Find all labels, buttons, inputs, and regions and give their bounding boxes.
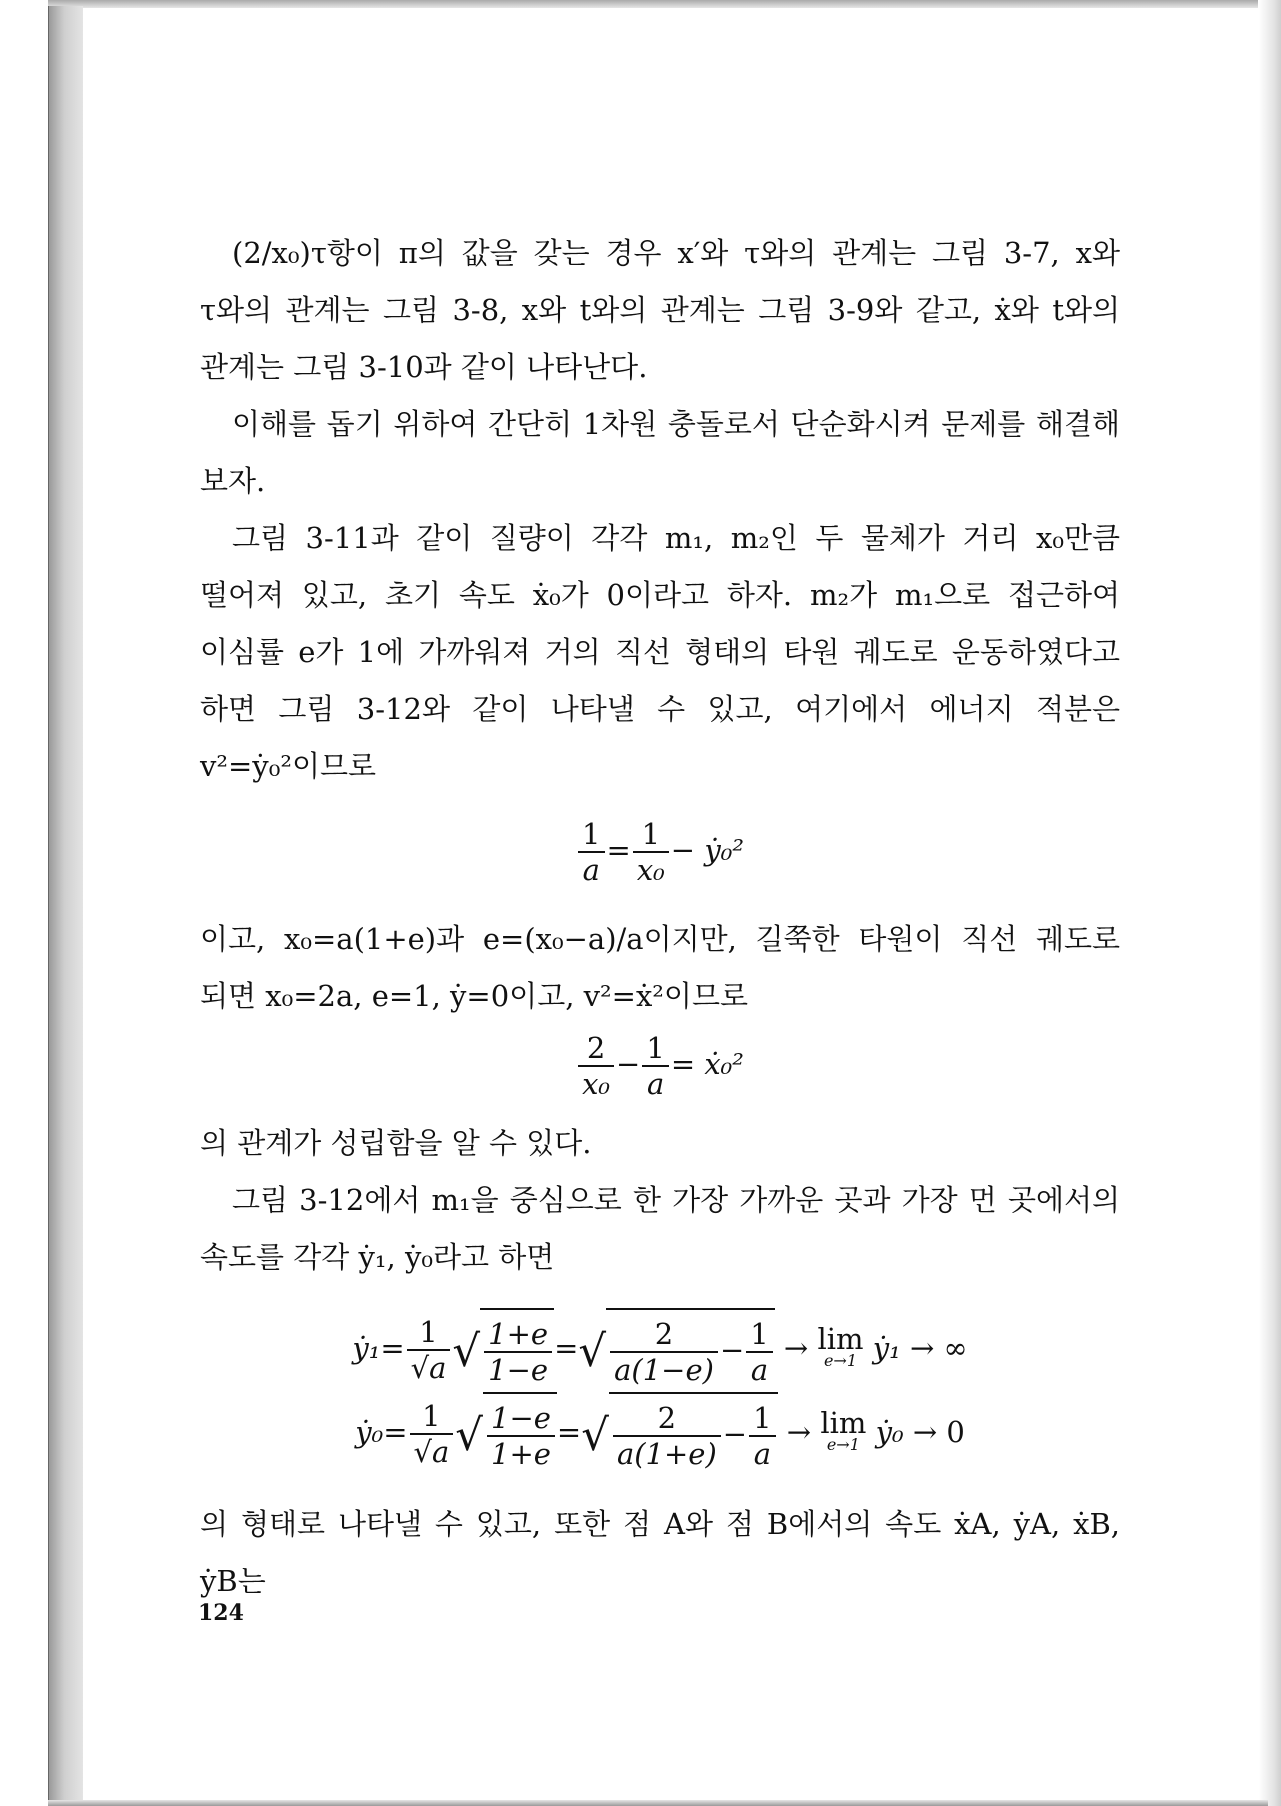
paragraph-1: (2/x₀)τ항이 π의 값을 갖는 경우 x′와 τ와의 관계는 그림 3-7, x와 τ와의 관계는 그림 3-8, x와 t와의 관계는 그림 3-9와 같고, ẋ와 t와의 관계는 그림 3-10과 같이 나타난다. [200,236,1120,384]
page-right-shadow [1259,0,1281,1806]
eq3-l1-result: → ∞ [909,1331,968,1365]
paragraph-6: 그림 3-12에서 m₁을 중심으로 한 가장 가까운 곳과 가장 먼 곳에서의 속도를 각각 ẏ₁, ẏ₀라고 하면 [200,1183,1120,1274]
eq2-second-denominator: a [646,1067,665,1101]
eq3-l2-lim: lim [820,1406,867,1440]
eq3-l2-result: → 0 [912,1415,965,1449]
eq2-tail: = ẋ₀² [670,1047,744,1081]
eq2-first-denominator: x₀ [582,1067,611,1101]
page-number: 124 [198,1600,244,1626]
eq1-rhs-denominator: x₀ [636,853,665,887]
eq3-l1-lim-var: ẏ₁ [872,1331,901,1365]
eq3-l1-sqrt-den: 1−e [488,1353,549,1387]
eq2-first-numerator: 2 [578,1031,614,1067]
paragraph-5: 의 관계가 성립함을 알 수 있다. [200,1126,592,1160]
eq1-lhs-numerator: 1 [578,817,604,853]
eq1-lhs-fraction [578,817,604,887]
eq3-l1-lhs: ẏ₁= [352,1331,405,1365]
paragraph-3: 그림 3-11과 같이 질량이 각각 m₁, m₂인 두 물체가 거리 x₀만큼 떨어져 있고, 초기 속도 ẋ₀가 0이라고 하자. m₂가 m₁으로 접근하여 이심률 e가 1에 가까워져 거의 직선 형태의 타원 궤도로 운동하였다고 하면 그림 3-12와 같이 나타낼 수 있고, 여기에서 에너지 적분은 v²=ẏ₀²이므로 [200,521,1120,783]
eq3-l2-lim-var: ẏ₀ [875,1415,904,1449]
eq3-l1-denominator: a(1−e) [614,1353,714,1387]
book-spine [48,6,83,1800]
eq3-line-2: ẏ₀= $\frac{1}{√a}$ √ $\frac{1-e}{1+e}$ =√ $\frac{2}{a(1+e)}$ − $\frac{1}{a}$ → lim e→1 ẏ₀ → 0 [200,1392,1120,1476]
eq3-l2-sqrt-num: 1−e [487,1401,555,1437]
eq3-l1-sqrt-num: 1+e [484,1317,552,1353]
eq2-second-fraction [642,1031,668,1101]
equation-3 [200,1308,1120,1476]
paragraph-4: 이고, x₀=a(1+e)과 e=(x₀−a)/a이지만, 길쭉한 타원이 직선 궤도로 되면 x₀=2a, e=1, ẏ=0이고, v²=ẋ²이므로 [200,922,1120,1013]
equation-2: $\frac{2}{\text{x₀}}$ − $\frac{1}{a}$ = ẋ₀² [200,1031,1120,1101]
eq3-l1-lim-sub: e→1 [823,1351,858,1370]
equation-1: $\frac{1}{a}$ = $\frac{1}{\text{x₀}}$ − ẏ₀² [200,817,1120,887]
page-bottom-edge [48,1800,1268,1806]
eq2-second-numerator: 1 [642,1031,668,1067]
page-body [200,225,1120,1610]
eq1-lhs-denominator: a [582,853,600,887]
eq3-l2-lim-sub: e→1 [826,1435,860,1454]
page-top-edge [48,0,1258,8]
eq3-l2-sqrt-den: 1+e [491,1437,551,1471]
paragraph-2: 이해를 돕기 위하여 간단히 1차원 충돌로서 단순화시켜 문제를 해결해 보자. [200,407,1120,498]
eq1-rhs-numerator: 1 [633,817,669,853]
eq1-tail: − ẏ₀² [670,833,744,867]
eq3-l2-lhs: ẏ₀= [355,1415,408,1449]
eq1-rhs-fraction [633,817,669,887]
eq3-l1-lim: lim [817,1322,864,1356]
paragraph-7: 의 형태로 나타낼 수 있고, 또한 점 A와 점 B에서의 속도 ẋA, ẏA, ẋB, ẏB는 [200,1507,1120,1598]
eq3-l2-denominator: a(1+e) [616,1437,717,1471]
eq3-line-1: ẏ₁= $\frac{1}{√a}$ √ $\frac{1+e}{1-e}$ =√ $\frac{2}{a(1-e)}$ − $\frac{1}{a}$ → lim e→1 ẏ₁ → ∞ [200,1308,1120,1392]
eq2-first-fraction [578,1031,614,1101]
